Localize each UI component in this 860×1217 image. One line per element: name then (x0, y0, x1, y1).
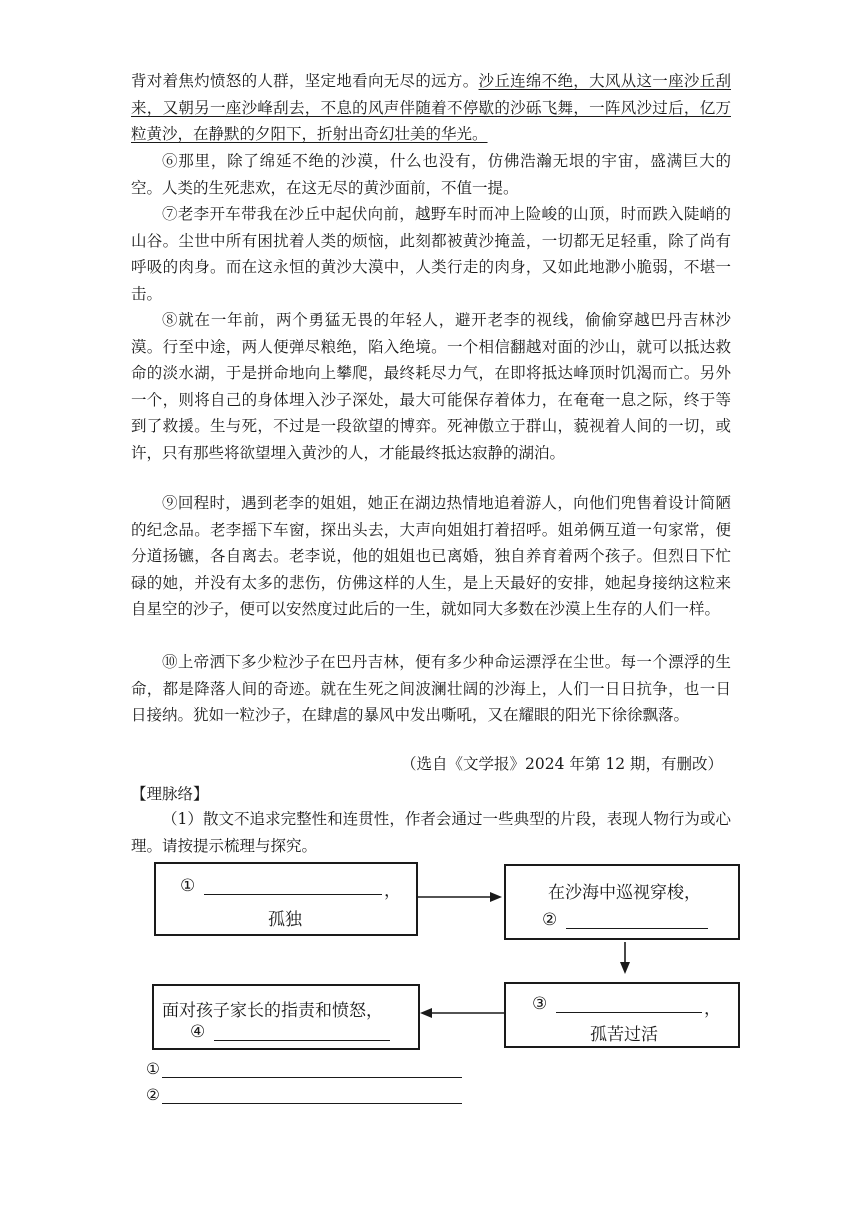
box3-blank-line (556, 996, 702, 1013)
answer-line-2 (146, 1085, 462, 1104)
answer-2-blank[interactable] (162, 1085, 462, 1104)
answer-line-1 (146, 1059, 462, 1078)
box1-number: ① (180, 876, 196, 896)
diagram-box-1 (154, 862, 418, 936)
box1-comma: ， (384, 881, 401, 901)
box3-text: 孤苦过活 (590, 1025, 658, 1045)
intro-underlined-text: 沙丘连绵不绝，大风从这一座沙丘刮来，又朝另一座沙峰刮去，不息的风声伴随着不停歇的沙砾飞舞，一阵风沙过后，亿万粒黄沙，在静默的夕阳下，折射出奇幻壮美的华光。 (131, 72, 731, 143)
box4-text: 面对孩子家长的指责和愤怒， (162, 1001, 383, 1021)
question-1: （1）散文不追求完整性和连贯性，作者会通过一些典型的片段，表现人物行为或心理。请按提示梳理与探究。 (131, 810, 731, 855)
paragraph-6: ⑥那里，除了绵延不绝的沙漠，什么也没有，仿佛浩瀚无垠的宇宙，盛满巨大的空。人类的生死悲欢，在这无尽的黄沙面前，不值一提。 (131, 152, 731, 197)
diagram-box-4 (152, 984, 420, 1050)
paragraph-10: ⑩上帝洒下多少粒沙子在巴丹吉林，便有多少种命运漂浮在尘世。每一个漂浮的生命，都是降落人间的奇迹。就在生死之间波澜壮阔的沙海上，人们一日日抗争，也一日日接纳。犹如一粒沙子，在肆虐的暴风中发出嘶吼，又在耀眼的阳光下徐徐飘落。 (131, 653, 731, 724)
answer-1-label: ① (146, 1060, 160, 1078)
paragraph-7: ⑦老李开车带我在沙丘中起伏向前，越野车时而冲上险峻的山顶，时而跌入陡峭的山谷。尘世中所有困扰着人类的烦恼，此刻都被黄沙掩盖，一切都无足轻重，除了尚有呼吸的肉身。而在这永恒的黄沙大漠中，人类行走的肉身，又如此地渺小脆弱，不堪一击。 (131, 205, 731, 303)
arrow-right-icon (418, 890, 502, 904)
arrow-left-icon (420, 1006, 504, 1020)
answer-2-label: ② (146, 1086, 160, 1104)
box1-text: 孤独 (268, 910, 302, 930)
box1-blank-line (204, 878, 382, 895)
answer-1-blank[interactable] (162, 1059, 462, 1078)
box2-text: 在沙海中巡视穿梭， (548, 883, 701, 903)
flow-diagram (148, 856, 748, 1056)
box4-number: ④ (190, 1022, 206, 1042)
paragraph-9: ⑨回程时，遇到老李的姐姐，她正在湖边热情地追着游人，向他们兜售着设计简陋的纪念品。老李摇下车窗，探出头去，大声向姐姐打着招呼。姐弟俩互道一句家常，便分道扬镳，各自离去。老李说，他的姐姐也已离婚，独自养育着两个孩子。但烈日下忙碌的她，并没有太多的悲伤，仿佛这样的人生，是上天最好的安排，她起身接纳这粒来自星空的沙子，便可以安然度过此后的一生，就如同大多数在沙漠上生存的人们一样。 (131, 494, 731, 618)
diagram-box-2 (504, 864, 740, 940)
box3-comma: ， (704, 999, 721, 1019)
arrow-down-icon (618, 942, 632, 974)
section-title: 【理脉络】 (131, 785, 209, 803)
box3-number: ③ (532, 994, 548, 1014)
source-citation: （选自《文学报》2024 年第 12 期，有删改） (401, 755, 723, 773)
paragraph-intro (131, 68, 731, 148)
box2-number: ② (542, 910, 558, 930)
box4-blank-line (214, 1024, 390, 1041)
box2-blank-line (566, 912, 708, 929)
intro-plain-text: 背对着焦灼愤怒的人群，坚定地看向无尽的远方。 (131, 72, 479, 90)
paragraph-8: ⑧就在一年前，两个勇猛无畏的年轻人，避开老李的视线，偷偷穿越巴丹吉林沙漠。行至中途，两人便弹尽粮绝，陷入绝境。一个相信翻越对面的沙山，就可以抵达救命的淡水湖，于是拼命地向上攀爬，最终耗尽力气，在即将抵达峰顶时饥渴而亡。另外一个，则将自己的身体埋入沙子深处，最大可能保存着体力，在奄奄一息之际，终于等到了救援。生与死，不过是一段欲望的博弈。死神傲立于群山，藐视着人间的一切，或许，只有那些将欲望埋入黄沙的人，才能最终抵达寂静的湖泊。 (131, 311, 731, 462)
diagram-box-3 (504, 982, 740, 1048)
